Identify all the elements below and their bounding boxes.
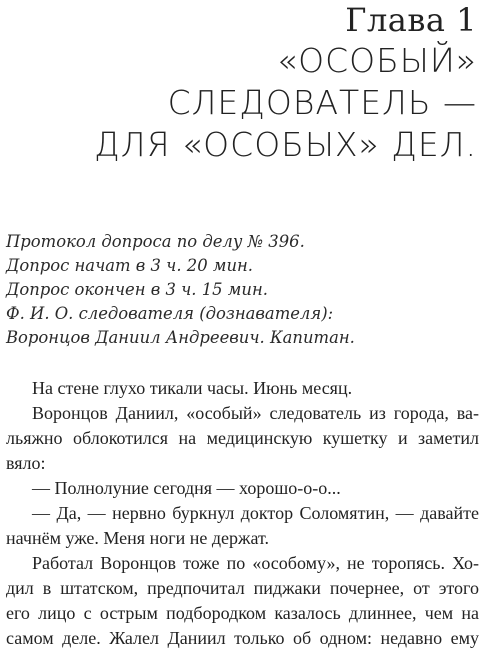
interrogation-protocol-block [6, 230, 476, 350]
body-line: льяжно облокотился на медицинскую кушетку и заметил [6, 428, 479, 448]
chapter-title-line-2: СЛЕДОВАТЕЛЬ — [167, 83, 477, 122]
protocol-line: Протокол допроса по делу № 396. [6, 232, 305, 251]
body-line: Работал Воронцов тоже по «особому», не торопясь. Хо- [32, 553, 479, 573]
chapter-title-line-1: «ОСОБЫЙ» [276, 41, 477, 80]
protocol-line: Допрос окончен в 3 ч. 15 мин. [6, 280, 268, 299]
body-line: самом деле. Жалел Даниил только об одном: недавно ему [6, 628, 479, 648]
body-line: начнём уже. Меня ноги не держат. [6, 528, 269, 548]
body-line: — Полнолуние сегодня — хорошо-о-о... [32, 478, 341, 498]
protocol-line: Допрос начат в 3 ч. 20 мин. [6, 256, 254, 275]
chapter-heading [94, 0, 477, 166]
protocol-line: Ф. И. О. следователя (дознавателя): [6, 304, 334, 323]
body-line: вяло: [6, 453, 46, 473]
body-text [6, 376, 479, 651]
chapter-number: Глава 1 [345, 1, 477, 39]
chapter-title-line-3: ДЛЯ «ОСОБЫХ» ДЕЛ. [94, 125, 477, 164]
body-line: дил в штатском, предпочитал пиджаки почернее, от этого [6, 578, 479, 598]
body-line: — Да, — нервно буркнул доктор Соломятин, — давайте [32, 503, 479, 523]
body-line: На стене глухо тикали часы. Июнь месяц. [32, 378, 353, 398]
protocol-line: Воронцов Даниил Андреевич. Капитан. [6, 328, 355, 347]
body-line: Воронцов Даниил, «особый» следователь из города, ва- [32, 403, 479, 423]
body-line: его лицо с острым подбородком казалось длиннее, чем на [6, 603, 479, 623]
